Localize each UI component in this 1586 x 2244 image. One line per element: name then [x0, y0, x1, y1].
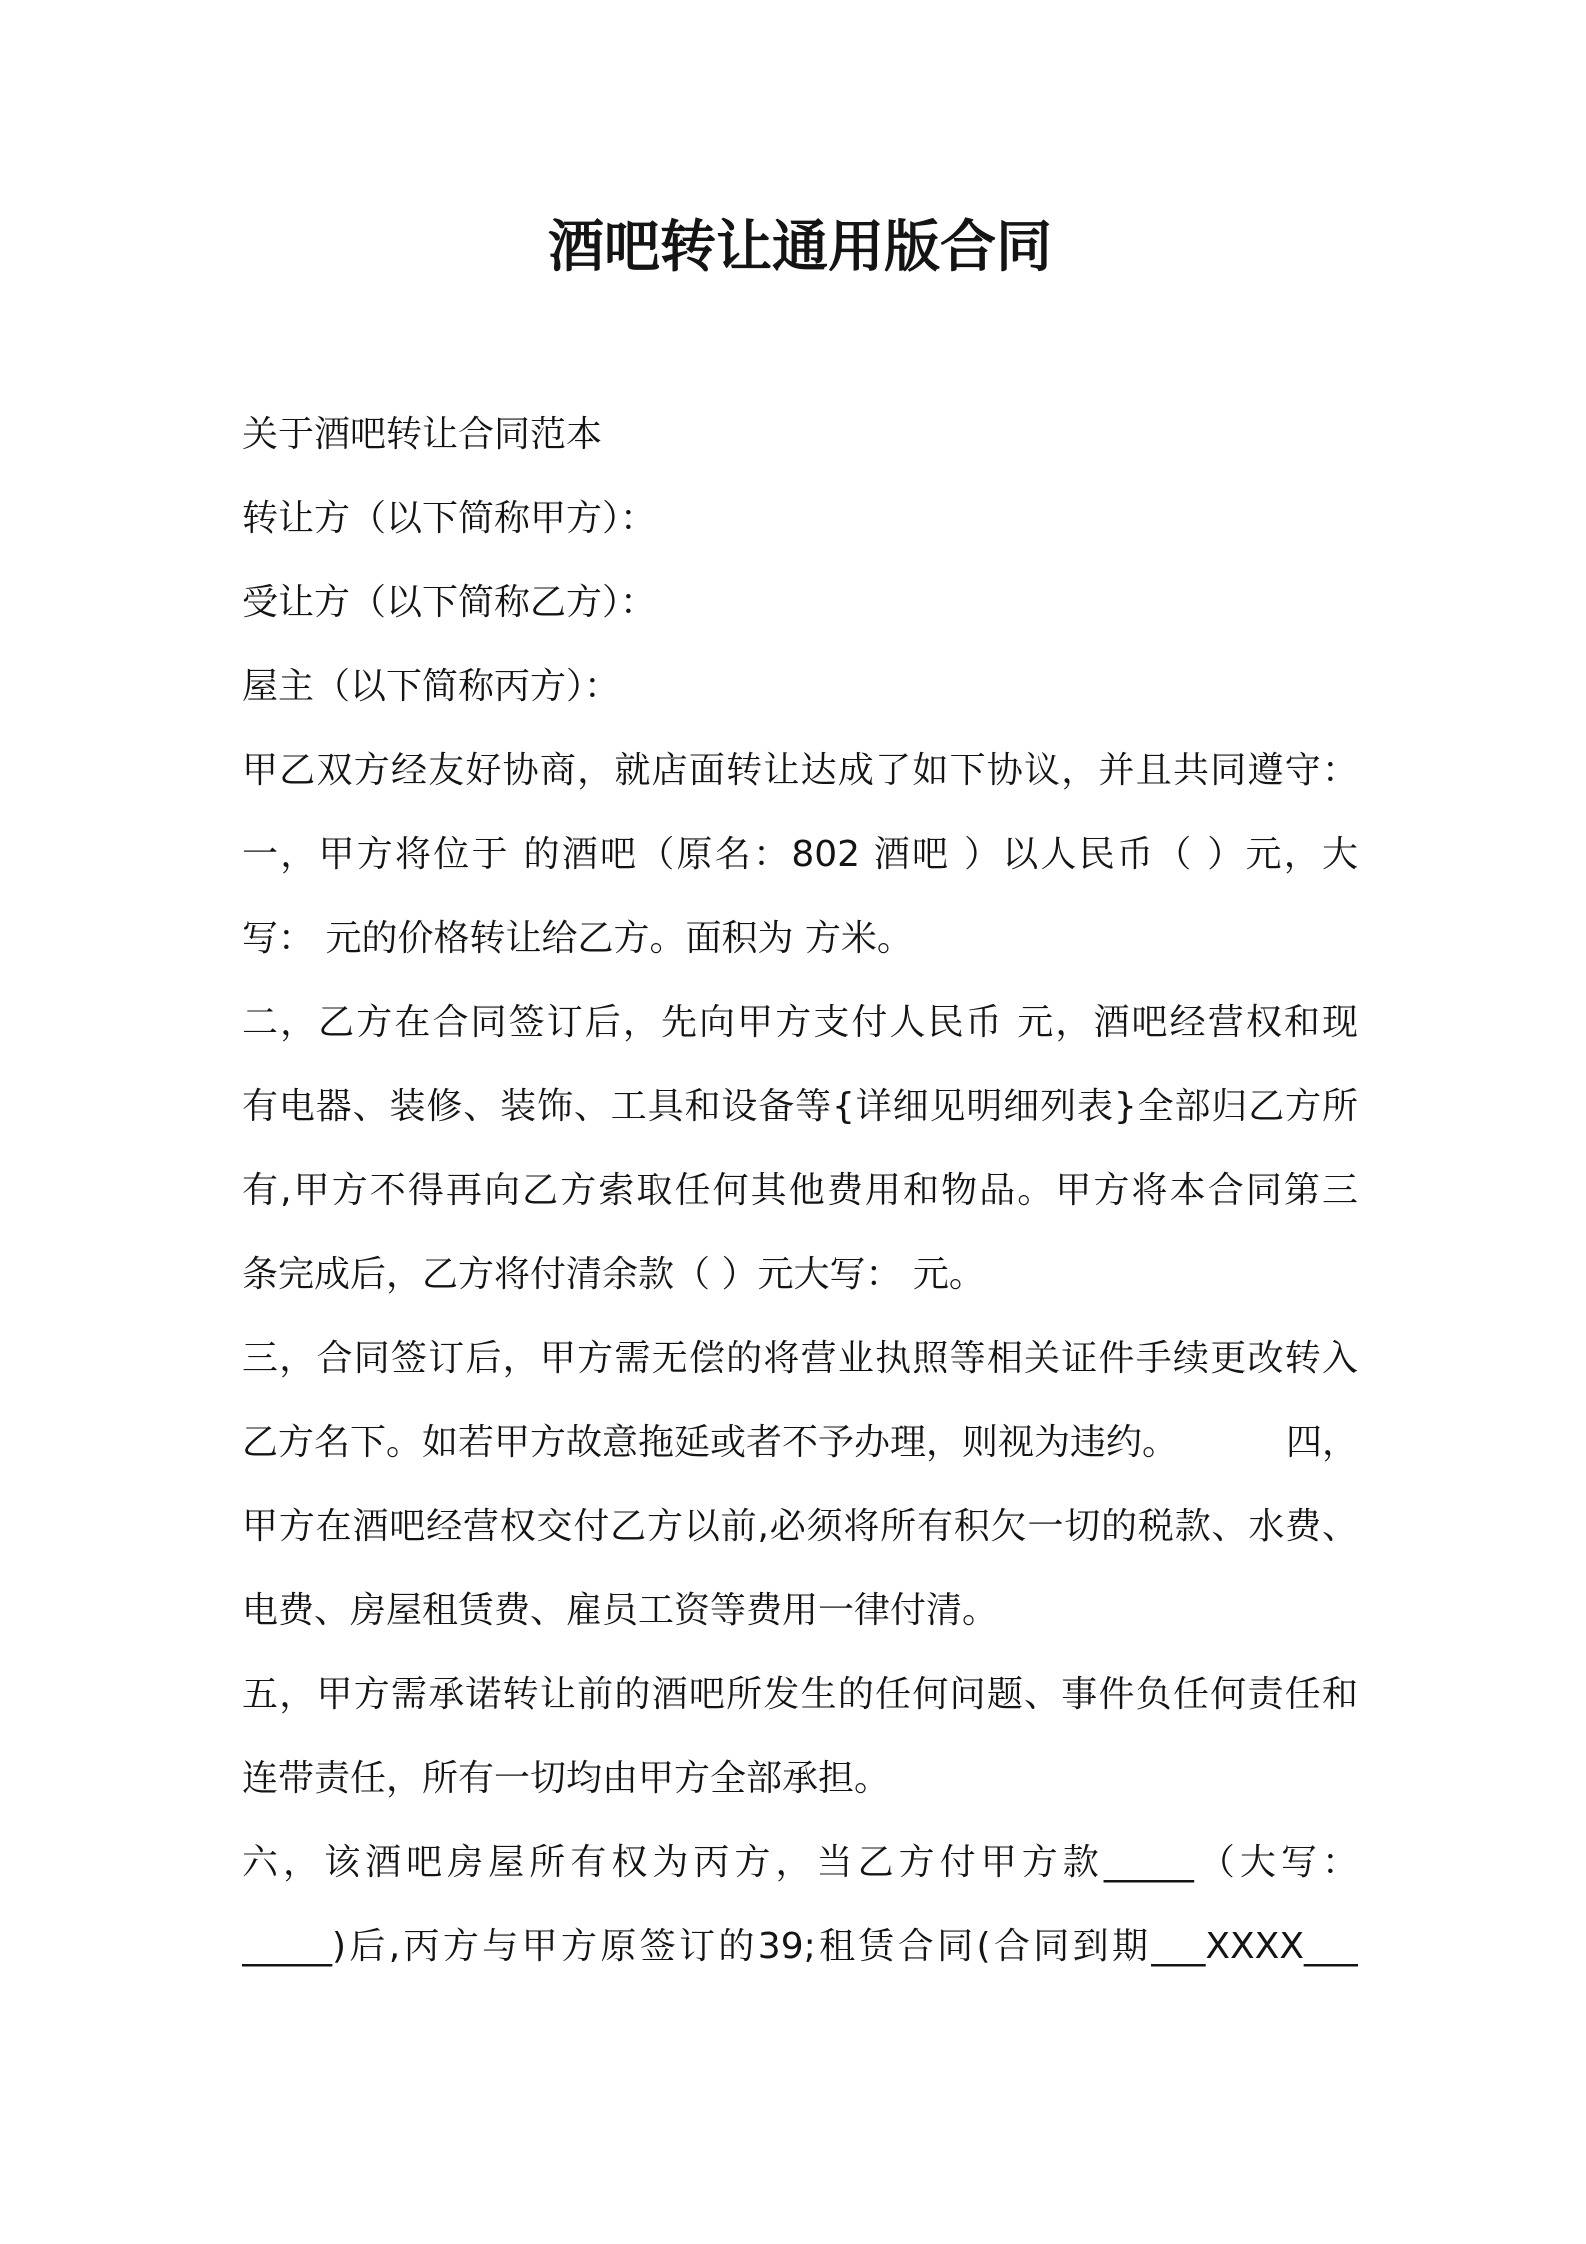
clause-5-line-1: 五，甲方需承诺转让前的酒吧所发生的任何问题、事件负任何责任和	[242, 1674, 1358, 1715]
clause-4-line-2: 电费、房屋租赁费、雇员工资等费用一律付清。	[242, 1590, 999, 1631]
clause-3-line-1: 三，合同签订后，甲方需无偿的将营业执照等相关证件手续更改转入	[242, 1338, 1358, 1379]
document-subtitle: 关于酒吧转让合同范本	[242, 414, 603, 455]
party-transferor: 转让方（以下简称甲方）：	[242, 498, 657, 539]
clause-2-line-2: 有电器、装修、装饰、工具和设备等{详细见明细列表}全部归乙方所	[242, 1086, 1358, 1127]
clause-3-4-shared-line	[242, 1401, 1358, 1485]
clause-1-line-2: 写： 元的价格转让给乙方。面积为 方米。	[242, 918, 913, 959]
document-title: 酒吧转让通用版合同	[548, 215, 1052, 280]
clause-1-line-1: 一，甲方将位于 的酒吧（原名：802 酒吧 ）以人民币（ ）元，大	[242, 834, 1358, 875]
clause-2-line-4: 条完成后，乙方将付清余款（ ）元大写： 元。	[242, 1254, 985, 1295]
clause-6-line-2: _____)后,丙方与甲方原签订的39;租赁合同(合同到期___XXXX___	[242, 1926, 1358, 1967]
clause-4-heading: 四，	[1285, 1422, 1358, 1463]
party-landlord: 屋主（以下简称丙方）：	[242, 666, 621, 707]
clause-5-line-2: 连带责任，所有一切均由甲方全部承担。	[242, 1758, 891, 1799]
document-body	[242, 393, 1358, 1989]
party-transferee: 受让方（以下简称乙方）：	[242, 582, 657, 623]
preamble: 甲乙双方经友好协商，就店面转让达成了如下协议，并且共同遵守：	[242, 750, 1358, 791]
clause-4-line-1: 甲方在酒吧经营权交付乙方以前,必须将所有积欠一切的税款、水费、	[242, 1506, 1358, 1547]
clause-2-line-1: 二，乙方在合同签订后，先向甲方支付人民币 元，酒吧经营权和现	[242, 1002, 1358, 1043]
clause-6-line-1: 六，该酒吧房屋所有权为丙方，当乙方付甲方款_____（大写：	[242, 1842, 1358, 1883]
clause-3-line-2: 乙方名下。如若甲方故意拖延或者不予办理，则视为违约。	[242, 1422, 1179, 1463]
clause-2-line-3: 有,甲方不得再向乙方索取任何其他费用和物品。甲方将本合同第三	[242, 1170, 1358, 1211]
